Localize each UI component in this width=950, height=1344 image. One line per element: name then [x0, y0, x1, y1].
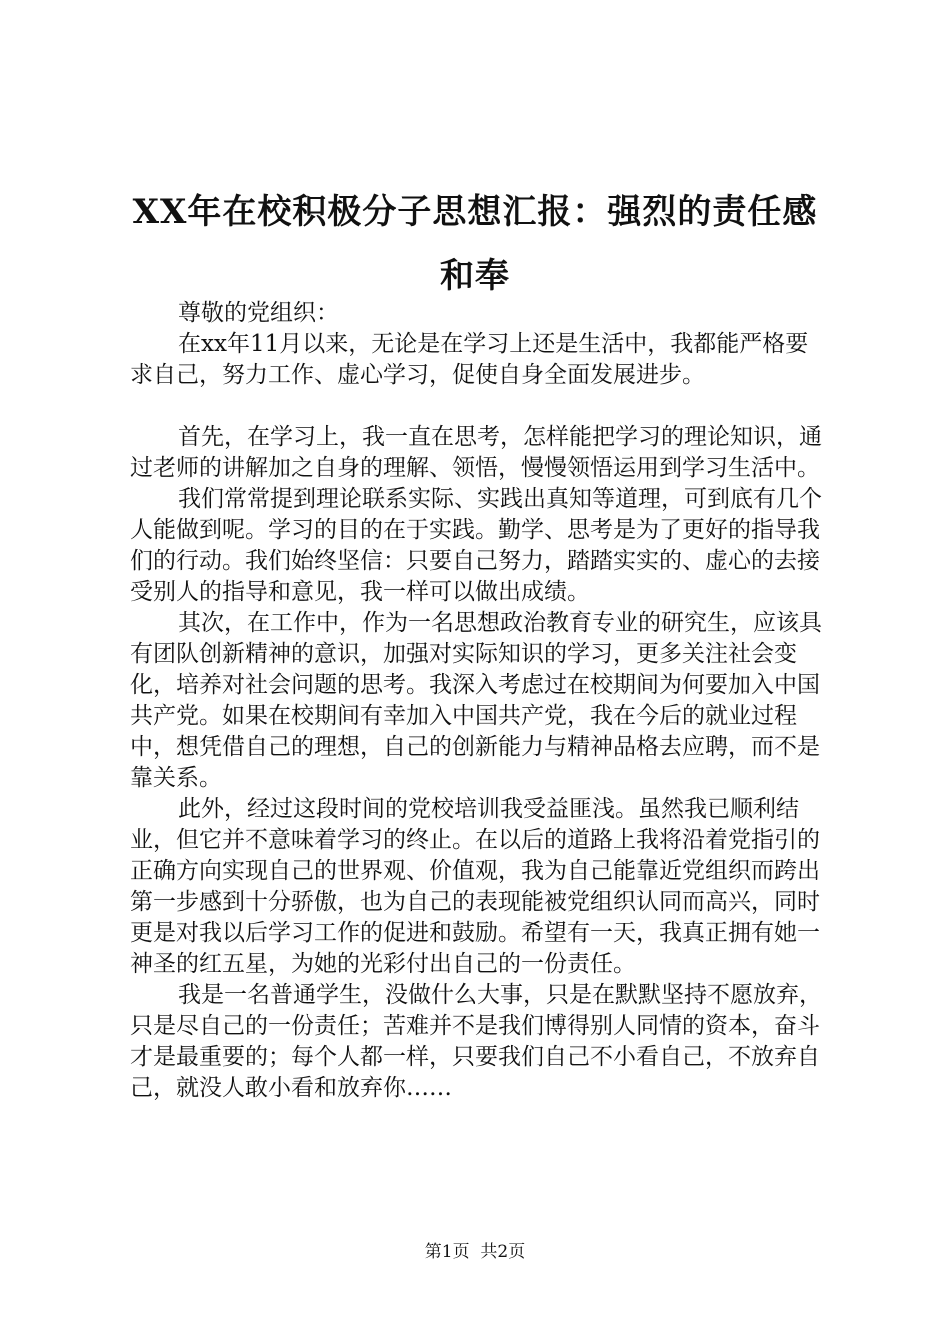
paragraph-1: 在xx年11月以来，无论是在学习上还是生活中，我都能严格要求自己，努力工作、虚心学习，促使自身全面发展进步。: [130, 331, 809, 388]
title-line-2: 和奉: [440, 256, 510, 296]
greeting: 尊敬的党组织：: [178, 300, 339, 326]
paragraph-3: 我们常常提到理论联系实际、实践出真知等道理，可到底有几个人能做到呢。学习的目的在于实践。勤学、思考是为了更好的指导我们的行动。我们始终坚信：只要自己努力，踏踏实实的、虚心的去接受别人的指导和意见，我一样可以做出成绩。: [130, 486, 822, 605]
document-title: [120, 180, 830, 308]
paragraph-2: 首先，在学习上，我一直在思考，怎样能把学习的理论知识，通过老师的讲解加之自身的理解、领悟，慢慢领悟运用到学习生活中。: [130, 424, 822, 481]
paragraph-4: 其次，在工作中，作为一名思想政治教育专业的研究生，应该具有团队创新精神的意识，加强对实际知识的学习，更多关注社会变化，培养对社会问题的思考。我深入考虑过在校期间为何要加入中国共产党。如果在校期间有幸加入中国共产党，我在今后的就业过程中，想凭借自己的理想，自己的创新能力与精神品格去应聘，而不是靠关系。: [130, 610, 822, 791]
page-footer: 第1页 共2页: [424, 1242, 526, 1262]
blank-line: [130, 391, 830, 422]
title-line-1: XX年在校积极分子思想汇报：强烈的责任感: [132, 192, 818, 232]
document-body: [130, 298, 830, 1104]
paragraph-5: 此外，经过这段时间的党校培训我受益匪浅。虽然我已顺利结业，但它并不意味着学习的终止。在以后的道路上我将沿着党指引的正确方向实现自己的世界观、价值观，我为自己能靠近党组织而跨出第一步感到十分骄傲，也为自己的表现能被党组织认同而高兴，同时更是对我以后学习工作的促进和鼓励。希望有一天，我真正拥有她一神圣的红五星，为她的光彩付出自己的一份责任。: [130, 796, 820, 977]
paragraph-6: 我是一名普通学生，没做什么大事，只是在默默坚持不愿放弃，只是尽自己的一份责任；苦难并不是我们博得别人同情的资本，奋斗才是最重要的；每个人都一样，只要我们自己不小看自己，不放弃自己，就没人敢小看和放弃你……: [130, 982, 822, 1101]
